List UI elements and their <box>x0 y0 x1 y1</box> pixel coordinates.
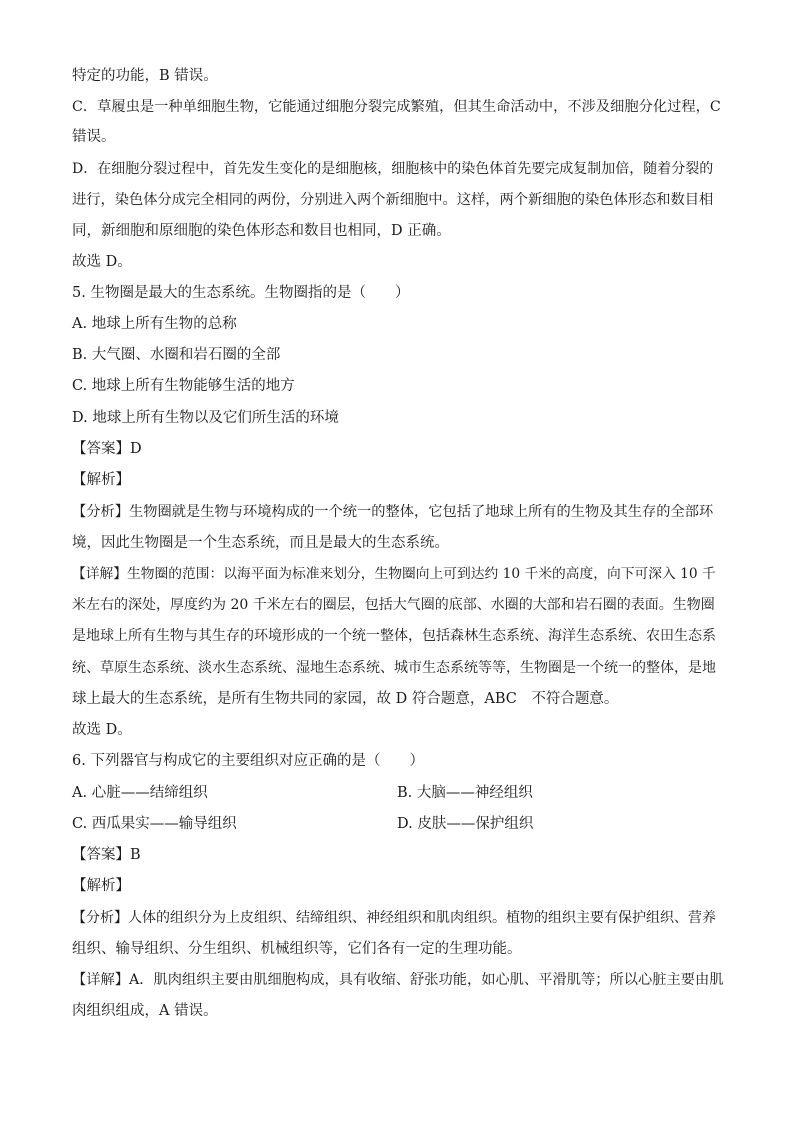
q6-options-row2 <box>72 814 724 834</box>
q5-xiangjie-line4: 统、草原生态系统、淡水生态系统、湿地生态系统、城市生态系统等等，生物圈是一个统一的整体，是地 <box>72 660 716 676</box>
q4-choose: 故选 D。 <box>72 254 132 270</box>
q5-option-c: C. 地球上所有生物能够生活的地方 <box>72 378 295 394</box>
q5-stem: 5. 生物圈是最大的生态系统。生物圈指的是（ ） <box>72 285 410 301</box>
q5-option-b: B. 大气圈、水圈和岩石圈的全部 <box>72 347 281 363</box>
q4-option-d-line1: D．在细胞分裂过程中，首先发生变化的是细胞核，细胞核中的染色体首先要完成复制加倍，随着分裂的 <box>72 161 714 177</box>
q6-option-d: D. 皮肤——保护组织 <box>397 816 534 832</box>
q5-fenxi-line2: 境，因此生物圈是一个生态系统，而且是最大的生态系统。 <box>72 535 449 551</box>
q5-choose: 故选 D。 <box>72 722 132 738</box>
q6-option-b: B. 大脑——神经组织 <box>397 785 533 801</box>
q6-answer: 【答案】B <box>72 847 141 863</box>
q6-stem: 6. 下列器官与构成它的主要组织对应正确的是（ ） <box>72 753 424 769</box>
q6-fenxi-line2: 组织、输导组织、分生组织、机械组织等，它们各有一定的生理功能。 <box>72 941 522 957</box>
q5-xiangjie-line1: 【详解】生物圈的范围：以海平面为标准来划分，生物圈向上可到达约 10 千米的高度，向下可深入 10 千 <box>72 566 716 582</box>
q6-fenxi-line1: 【分析】人体的组织分为上皮组织、结缔组织、神经组织和肌肉组织。植物的组织主要有保护组织、营养 <box>72 910 716 926</box>
q6-options-row1 <box>72 783 724 803</box>
q6-analysis-heading: 【解析】 <box>72 878 130 894</box>
q6-option-c: C. 西瓜果实——输导组织 <box>72 816 237 832</box>
q5-fenxi-line1: 【分析】生物圈就是生物与环境构成的一个统一的整体，它包括了地球上所有的生物及其生存的全部环 <box>72 504 714 520</box>
q6-xiangjie-line1: 【详解】A．肌肉组织主要由肌细胞构成，具有收缩、舒张功能，如心肌、平滑肌等；所以心脏主要由肌 <box>72 972 724 988</box>
q4-option-c-line2: 错误。 <box>72 129 116 145</box>
q5-answer: 【答案】D <box>72 441 142 457</box>
q5-option-d: D. 地球上所有生物以及它们所生活的环境 <box>72 410 339 426</box>
q4-option-d-line2: 进行，染色体分成完全相同的两份，分别进入两个新细胞中。这样，两个新细胞的染色体形态和数目相 <box>72 192 714 208</box>
q5-xiangjie-line5: 球上最大的生态系统，是所有生物共同的家园，故 D 符合题意，ABC 不符合题意。 <box>72 691 619 707</box>
q5-analysis-heading: 【解析】 <box>72 472 130 488</box>
q5-option-a: A. 地球上所有生物的总称 <box>72 316 237 332</box>
q4-option-b-tail: 特定的功能，B 错误。 <box>72 68 218 84</box>
q4-option-c-line1: C．草履虫是一种单细胞生物，它能通过细胞分裂完成繁殖，但其生命活动中，不涉及细胞分化过程，C <box>72 99 721 115</box>
q6-option-a: A. 心脏——结缔组织 <box>72 785 208 801</box>
q4-option-d-line3: 同，新细胞和原细胞的染色体形态和数目也相同，D 正确。 <box>72 223 451 239</box>
q6-xiangjie-line2: 肉组织组成，A 错误。 <box>72 1003 218 1019</box>
q5-xiangjie-line2: 米左右的深处，厚度约为 20 千米左右的圈层，包括大气圈的底部、水圈的大部和岩石圈的表面。生物圈 <box>72 597 715 613</box>
q5-xiangjie-line3: 是地球上所有生物与其生存的环境形成的一个统一整体，包括森林生态系统、海洋生态系统、农田生态系 <box>72 628 716 644</box>
